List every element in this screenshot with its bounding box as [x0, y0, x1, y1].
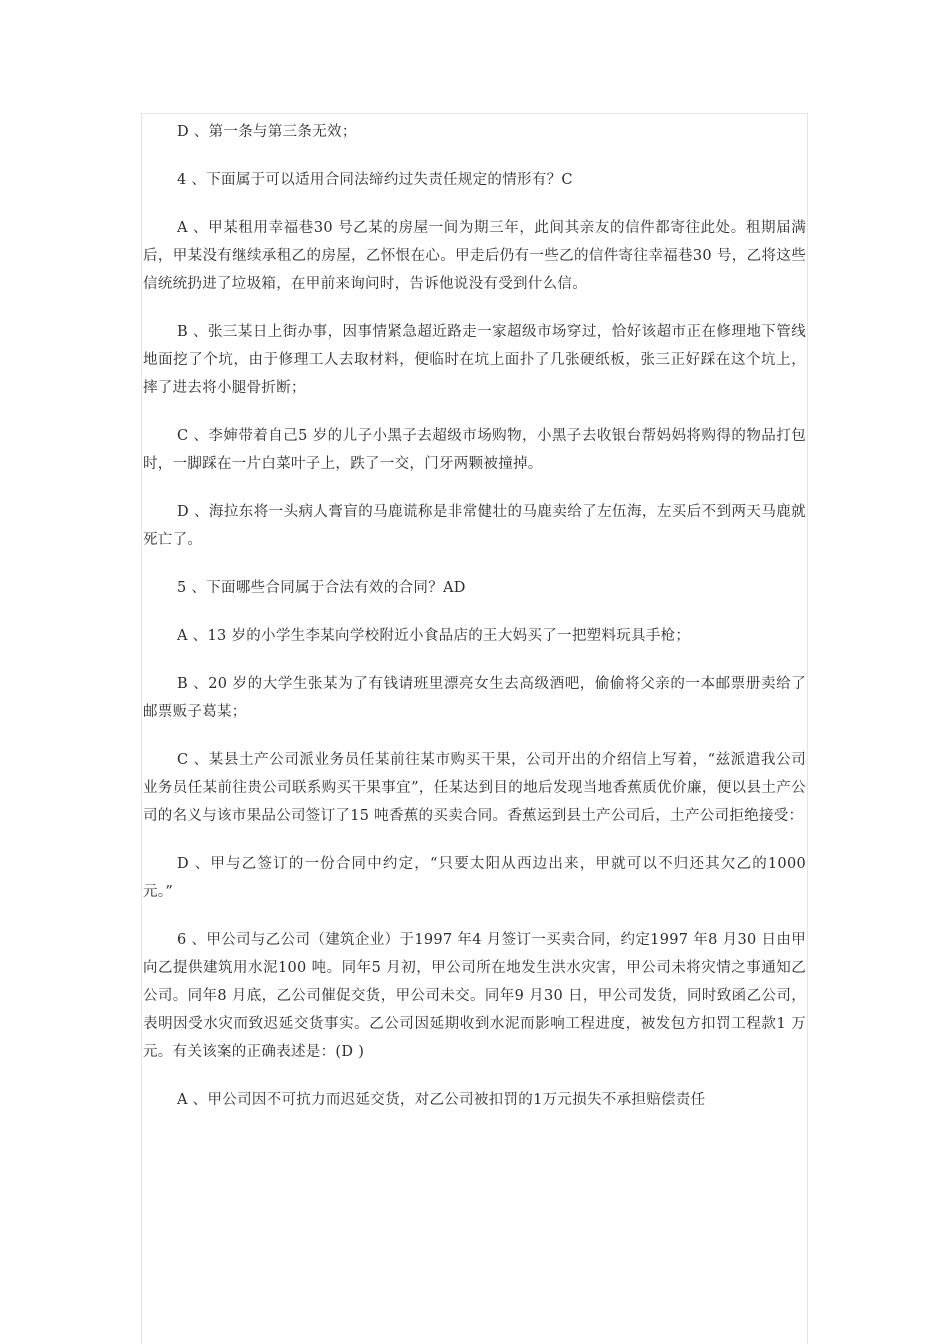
- option-5d: D 、甲与乙签订的一份合同中约定，“只要太阳从西边出来，甲就可以不归还其欠乙的1000 元。”: [143, 856, 806, 900]
- option-4a: A 、甲某租用幸福巷30 号乙某的房屋一间为期三年，此间其亲友的信件都寄往此处。租期届满后，甲某没有继续承租乙的房屋，乙怀恨在心。甲走后仍有一些乙的信件寄往幸福巷30 号，乙将这些信统统扔进了垃圾箱，在甲前来询问时，告诉他说没有受到什么信。: [143, 220, 806, 292]
- option-6a: A 、甲公司因不可抗力而迟延交货，对乙公司被扣罚的1万元损失不承担赔偿责任: [177, 1092, 706, 1108]
- option-4b: B 、张三某日上街办事，因事情紧急超近路走一家超级市场穿过，恰好该超市正在修理地下管线地面挖了个坑，由于修理工人去取材料，便临时在坑上面扑了几张硬纸板，张三正好踩在这个坑上，摔了进去将小腿骨折断；: [143, 324, 806, 396]
- option-5a: A 、13 岁的小学生李某向学校附近小食品店的王大妈买了一把塑料玩具手枪；: [177, 628, 691, 644]
- option-5c: C 、某县土产公司派业务员任某前往某市购买干果，公司开出的介绍信上写着，“兹派遣我公司业务员任某前往贵公司联系购买干果事宜”，任某达到目的地后发现当地香蕉质优价廉，便以县土产公司的名义与该市果品公司签订了15 吨香蕉的买卖合同。香蕉运到县土产公司后，土产公司拒绝接受：: [143, 752, 806, 824]
- option-5b: B 、20 岁的大学生张某为了有钱请班里漂亮女生去高级酒吧，偷偷将父亲的一本邮票册卖给了邮票贩子葛某；: [143, 676, 806, 720]
- document-body: [143, 118, 806, 1134]
- option-4d: D 、海拉东将一头病人膏盲的马鹿谎称是非常健壮的马鹿卖给了左伍海，左买后不到两天马鹿就死亡了。: [143, 504, 806, 548]
- option-3d: D 、第一条与第三条无效；: [177, 124, 357, 140]
- option-4c: C 、李婶带着自己5 岁的儿子小黑子去超级市场购物，小黑子去收银台帮妈妈将购得的物品打包时，一脚踩在一片白菜叶子上，跌了一交，门牙两颗被撞掉。: [143, 428, 806, 472]
- question-4: 4 、下面属于可以适用合同法缔约过失责任规定的情形有？C: [177, 172, 573, 188]
- question-5: 5 、下面哪些合同属于合法有效的合同？AD: [177, 580, 466, 596]
- question-6: 6 、甲公司与乙公司（建筑企业）于1997 年4 月签订一买卖合同，约定1997 年8 月30 日由甲向乙提供建筑用水泥100 吨。同年5 月初，甲公司所在地发生洪水灾害，甲公司未将灾情之事通知乙公司。同年8 月底，乙公司催促交货，甲公司未交。同年9 月30 日，甲公司发货，同时致函乙公司，表明因受水灾而致迟延交货事实。乙公司因延期收到水泥而影响工程进度，被发包方扣罚工程款1 万元。有关该案的正确表述是：(D ): [143, 932, 806, 1060]
